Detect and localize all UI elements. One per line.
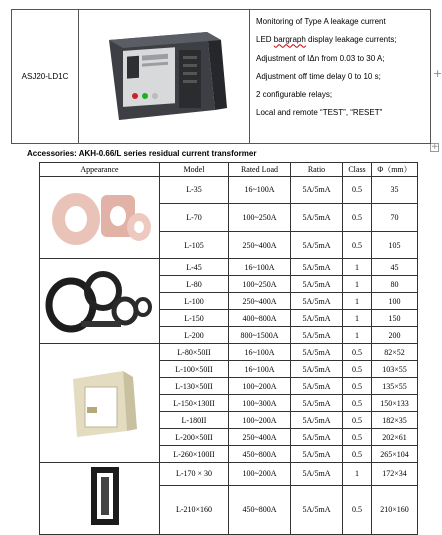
table-row — [40, 463, 418, 486]
feature-item: LED bargraph display leakage currents; — [256, 35, 397, 45]
feature-item: Local and remote “TEST”, “RESET” — [256, 108, 383, 118]
feature-item: 2 configurable relays; — [256, 90, 333, 100]
product-model: ASJ20-LD1C — [12, 10, 79, 143]
table-cell: 100~300A — [229, 395, 291, 412]
table-cell: L-80×50II — [160, 344, 229, 361]
table-cell: 5A/5mA — [291, 327, 343, 344]
table-cell: 103×55 — [372, 361, 418, 378]
ring-transformer-photo — [40, 177, 160, 259]
table-cell: 5A/5mA — [291, 395, 343, 412]
table-row — [40, 344, 418, 361]
table-cell: L-35 — [160, 177, 229, 204]
table-cell: 82×52 — [372, 344, 418, 361]
table-cell: L-45 — [160, 259, 229, 276]
column-header: Φ（mm） — [372, 163, 418, 177]
table-cell: 250~400A — [229, 429, 291, 446]
table-row — [40, 177, 418, 204]
table-cell: 265×104 — [372, 446, 418, 463]
table-cell: 800~1500A — [229, 327, 291, 344]
table-cell: 16~100A — [229, 361, 291, 378]
table-cell: 1 — [343, 293, 372, 310]
table-cell: 100~250A — [229, 276, 291, 293]
table-cell: 5A/5mA — [291, 259, 343, 276]
table-cell: 5A/5mA — [291, 361, 343, 378]
table-cell: 105 — [372, 232, 418, 259]
table-cell: 150 — [372, 310, 418, 327]
table-header-row — [40, 163, 418, 177]
table-cell: 5A/5mA — [291, 446, 343, 463]
table-cell: L-150×130II — [160, 395, 229, 412]
table-cell: 5A/5mA — [291, 310, 343, 327]
accessories-caption: Accessories: AKH-0.66/L series residual current transformer — [27, 149, 257, 158]
table-cell: L-200 — [160, 327, 229, 344]
table-cell: 16~100A — [229, 177, 291, 204]
table-cell: L-210×160 — [160, 485, 229, 535]
table-cell: 35 — [372, 177, 418, 204]
table-cell: 5A/5mA — [291, 485, 343, 535]
table-cell: 0.5 — [343, 203, 372, 231]
table-cell: 16~100A — [229, 344, 291, 361]
table-cell: 5A/5mA — [291, 177, 343, 204]
table-cell: 150×133 — [372, 395, 418, 412]
table-cell: 0.5 — [343, 177, 372, 204]
table-cell: 0.5 — [343, 412, 372, 429]
table-cell: L-130×50II — [160, 378, 229, 395]
table-cell: 100~200A — [229, 378, 291, 395]
table-cell: L-200×50II — [160, 429, 229, 446]
table-cell: 1 — [343, 327, 372, 344]
table-cell: 80 — [372, 276, 418, 293]
black-rectangular-frame-photo — [40, 463, 160, 535]
table-cell: 250~400A — [229, 293, 291, 310]
table-cell: 5A/5mA — [291, 203, 343, 231]
table-cell: 450~800A — [229, 446, 291, 463]
table-cell: 16~100A — [229, 259, 291, 276]
table-cell: L-260×100II — [160, 446, 229, 463]
add-row-icon[interactable]: + — [433, 67, 442, 80]
table-cell: 5A/5mA — [291, 293, 343, 310]
column-header: Appearance — [40, 163, 160, 177]
table-cell: 182×35 — [372, 412, 418, 429]
table-cell: 100~200A — [229, 463, 291, 486]
table-cell: 1 — [343, 276, 372, 293]
table-cell: L-70 — [160, 203, 229, 231]
black-coil-transformer-photo — [40, 259, 160, 344]
feature-item: Adjustment of IΔn from 0.03 to 30 A; — [256, 53, 385, 63]
table-cell: 5A/5mA — [291, 463, 343, 486]
table-cell: 0.5 — [343, 485, 372, 535]
accessories-table — [39, 162, 418, 535]
table-cell: 250~400A — [229, 232, 291, 259]
table-cell: 172×34 — [372, 463, 418, 486]
product-feature-list — [250, 10, 430, 143]
table-cell: L-105 — [160, 232, 229, 259]
table-cell: 100~250A — [229, 203, 291, 231]
product-table — [11, 9, 431, 144]
relay-device-photo — [79, 10, 250, 143]
table-cell: 135×55 — [372, 378, 418, 395]
table-cell: 100~200A — [229, 412, 291, 429]
table-row — [40, 259, 418, 276]
column-header: Class — [343, 163, 372, 177]
table-cell: 5A/5mA — [291, 276, 343, 293]
table-cell: 5A/5mA — [291, 378, 343, 395]
rectangular-transformer-photo — [40, 344, 160, 463]
table-cell: 200 — [372, 327, 418, 344]
table-cell: 0.5 — [343, 232, 372, 259]
table-cell: 0.5 — [343, 361, 372, 378]
column-header: Rated Load — [229, 163, 291, 177]
table-resize-handle-icon[interactable]: + — [431, 142, 439, 152]
table-cell: 210×160 — [372, 485, 418, 535]
table-cell: 100 — [372, 293, 418, 310]
table-cell: L-150 — [160, 310, 229, 327]
table-cell: 45 — [372, 259, 418, 276]
table-cell: 400~800A — [229, 310, 291, 327]
column-header: Ratio — [291, 163, 343, 177]
table-cell: 0.5 — [343, 344, 372, 361]
table-cell: L-180II — [160, 412, 229, 429]
feature-item: Monitoring of Type A leakage current — [256, 17, 386, 26]
table-cell: 5A/5mA — [291, 344, 343, 361]
column-header: Model — [160, 163, 229, 177]
table-cell: 5A/5mA — [291, 429, 343, 446]
table-cell: 0.5 — [343, 429, 372, 446]
table-cell: 0.5 — [343, 395, 372, 412]
feature-item: Adjustment off time delay 0 to 10 s; — [256, 71, 381, 81]
table-cell: 202×61 — [372, 429, 418, 446]
table-cell: 5A/5mA — [291, 232, 343, 259]
table-cell: 5A/5mA — [291, 412, 343, 429]
table-cell: L-100×50II — [160, 361, 229, 378]
table-cell: 450~800A — [229, 485, 291, 535]
table-cell: L-100 — [160, 293, 229, 310]
table-cell: 0.5 — [343, 446, 372, 463]
table-cell: 1 — [343, 310, 372, 327]
table-cell: 1 — [343, 259, 372, 276]
table-cell: 0.5 — [343, 378, 372, 395]
table-cell: L-170 × 30 — [160, 463, 229, 486]
table-cell: L-80 — [160, 276, 229, 293]
table-cell: 70 — [372, 203, 418, 231]
table-cell: 1 — [343, 463, 372, 486]
